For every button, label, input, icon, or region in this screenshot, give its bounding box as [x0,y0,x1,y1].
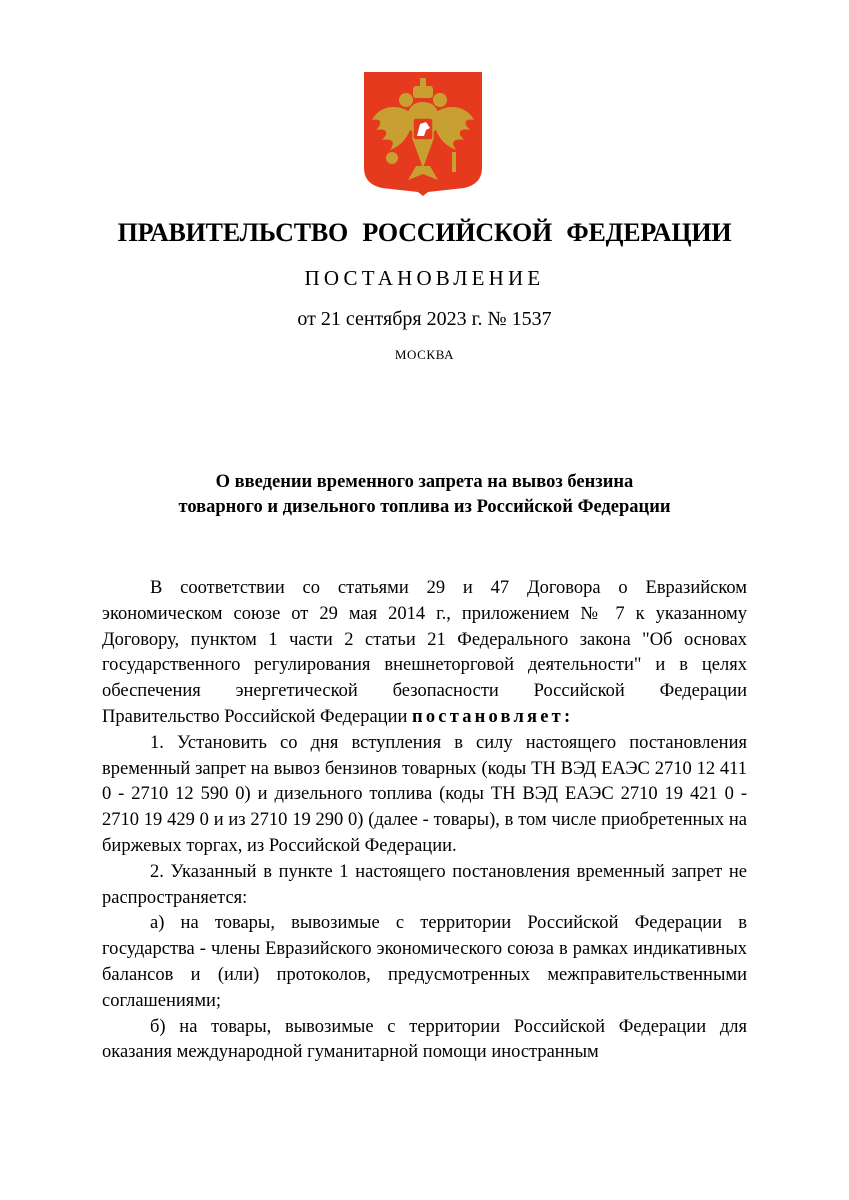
decree-title [0,470,849,520]
item-2: 2. Указанный в пункте 1 настоящего постановления временный запрет не распространяется: [102,861,747,908]
item-2b: б) на товары, вывозимые с территории Российской Федерации для оказания международной гуманитарной помощи иностранным [102,1016,747,1063]
decides-keyword: постановляет: [412,706,574,727]
government-name: ПРАВИТЕЛЬСТВО РОССИЙСКОЙ ФЕДЕРАЦИИ [117,218,732,247]
preamble-text: В соответствии со статьями 29 и 47 Договора о Евразийском экономическом союзе от 29 мая 2014 г., приложением № 7 к указанному Договору, пунктом 1 части 2 статьи 21 Федерального закона "Об основах государственного регулирования внешнеторговой деятельности" и в целях обеспечения энергетической безопасности Российской Федерации Правительство Российской Федерации [102,578,747,727]
decree-date-number: от 21 сентября 2023 г. № 1537 [297,308,552,330]
decree-body [102,576,747,1066]
city: МОСКВА [394,347,455,362]
russian-coat-of-arms-icon [364,72,482,196]
item-2a: а) на товары, вывозимые с территории Российской Федерации в государства - члены Евразийского экономического союза в рамках индикативных балансов и (или) протоколов, предусмотренных межправительственными соглашениями; [102,913,747,1011]
title-line-1: О введении временного запрета на вывоз бензина [215,472,634,492]
item-1: 1. Установить со дня вступления в силу настоящего постановления временный запрет на вывоз бензинов товарных (коды ТН ВЭД ЕАЭС 2710 12 411 0 - 2710 12 590 0) и дизельного топлива (коды ТН ВЭД ЕАЭС 2710 19 421 0 - 2710 19 429 0 и из 2710 19 290 0) (далее - товары), в том числе приобретенных на биржевых торгах, из Российской Федерации. [102,732,747,856]
document-type: ПОСТАНОВЛЕНИЕ [304,266,545,290]
title-line-2: товарного и дизельного топлива из Российской Федерации [178,497,671,517]
preamble-paragraph [102,576,747,731]
